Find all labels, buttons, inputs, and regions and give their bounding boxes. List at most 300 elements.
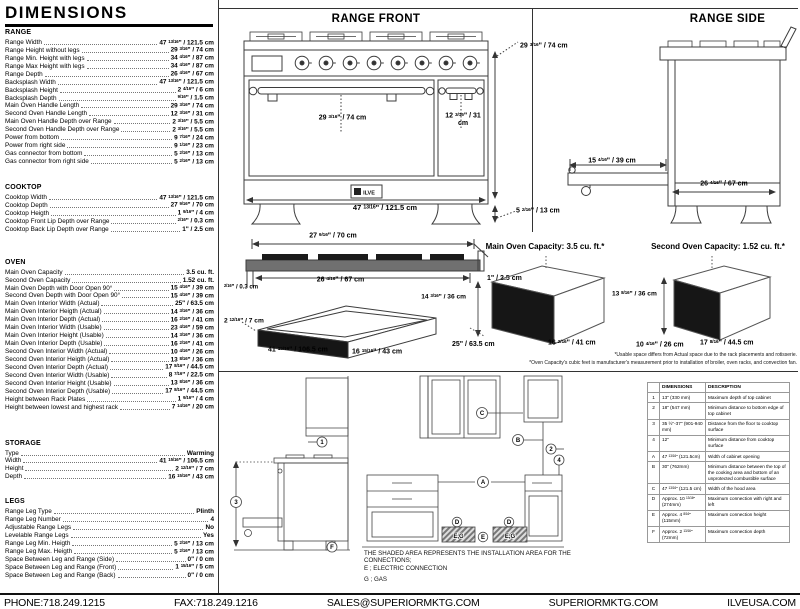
spec-label: Second Oven Interior Width (Actual) — [5, 348, 108, 355]
backsplash-icon — [781, 27, 796, 48]
range-side-icon — [278, 463, 348, 541]
spec-value: 29 $^{3/16}$" / 74 cm — [170, 102, 214, 110]
dotted-leader — [114, 385, 169, 386]
burner-caps-icon — [262, 254, 464, 260]
spec-label: Levelable Range Legs — [5, 532, 69, 540]
spec-label: Range Min. Height with legs — [5, 54, 85, 62]
display-window-icon — [252, 56, 282, 71]
dotted-leader — [72, 545, 172, 546]
dotted-leader — [61, 139, 172, 140]
section-title-legs: LEGS — [5, 498, 25, 506]
spec-label: Cooktop Width — [5, 193, 47, 201]
table-row — [648, 510, 790, 526]
spec-label: Cooktop Back Lip Depth over Range — [5, 225, 109, 233]
table-cell-dimension: 35 ½"-37" (901-940 mm) — [660, 419, 706, 435]
spec-label: Depth — [5, 473, 23, 481]
spec-value: 3.5 cu. ft. — [186, 268, 214, 276]
spec-label: Cooktop Front Lip Depth over Range — [5, 217, 110, 225]
spec-row — [5, 403, 214, 411]
cooktop-top-width-label: 27 $^{9/16}$" / 70 cm — [309, 232, 357, 240]
range-front-drawing — [230, 30, 520, 230]
svg-text:1: 1 — [320, 440, 324, 446]
front-leg-height-label: 5 $^{2/16}$" / 13 cm — [516, 207, 560, 215]
section-legs — [5, 498, 214, 578]
spec-value: 9 $^{7/16}$" / 24 cm — [174, 133, 214, 142]
table-cell-dimension: 30" (762mm) — [660, 462, 706, 484]
spec-value: 8 $^{7/16}$" / 22.5 cm — [168, 371, 214, 379]
spec-value: 2 $^{3/16}$" / 5.5 cm — [172, 117, 214, 126]
spec-label: Height between Rack Plates — [5, 395, 86, 403]
connection-box-label-right: E,G — [504, 534, 516, 540]
spec-label: Space Between Leg and Range (Front) — [5, 563, 117, 571]
callout-1 — [317, 437, 327, 447]
dotted-leader — [106, 337, 169, 338]
table-cell-dimension: 12" — [660, 435, 706, 451]
spec-row — [5, 225, 214, 233]
spec-label: Backsplash Height — [5, 86, 58, 94]
spec-label: Main Oven Depth with Door Open 90° — [5, 284, 113, 292]
dimensions-table — [647, 382, 790, 543]
spec-value: 47 $^{13/16}$" / 121.5 cm — [159, 78, 214, 86]
spec-label: Second Oven Interior Height (Usable) — [5, 379, 112, 387]
spec-label: Main Oven Handle Depth over Range — [5, 118, 112, 126]
svg-text:B: B — [515, 438, 521, 444]
warming-drawer-drawing — [240, 296, 460, 372]
spec-value: 14 $^{3/16}$" / 36 cm — [170, 331, 214, 340]
table-cell-id: C — [648, 484, 660, 494]
footer-contact-item: SALES@SUPERIORMKTG.COM — [326, 596, 480, 609]
dotted-leader — [91, 163, 172, 164]
spec-row — [5, 547, 214, 555]
spec-label: Range Leg Number — [5, 516, 61, 524]
dotted-leader — [118, 569, 173, 570]
footnote-oven-capacity: *Oven Capacity's cubic feet is manufacturer's measurement prior to installation of broiler, oven racks, and convection fan. — [529, 359, 797, 366]
spec-label: Gas connector from right side — [5, 158, 89, 165]
side-back-leg-icon — [741, 206, 771, 223]
cooktop-front-lip-label: $^{2/16}$" / 0.3 cm — [224, 283, 259, 291]
main-oven-box-drawing — [470, 256, 610, 350]
spec-label: Power from bottom — [5, 134, 59, 142]
spec-label: Range Depth — [5, 70, 43, 78]
footer-contact-item: ILVEUSA.COM — [727, 596, 796, 609]
main-oven-width-label: 25" / 63.5 cm — [452, 341, 495, 348]
spec-value: 16 $^{15/16}$" / 43 cm — [168, 472, 214, 481]
dotted-leader — [118, 577, 186, 578]
table-cell-id: A — [648, 452, 660, 462]
table-row — [648, 462, 790, 484]
table-cell-id: E — [648, 510, 660, 526]
dotted-leader — [109, 353, 168, 354]
spec-value: No — [205, 524, 214, 532]
spec-label: Main Oven Interior Heigth (Actual) — [5, 308, 102, 316]
spec-row — [5, 217, 214, 225]
spec-value: 47 $^{13/16}$" / 121.5 cm — [159, 193, 214, 201]
svg-text:2: 2 — [549, 447, 553, 453]
section-oven — [5, 259, 214, 411]
dotted-leader — [82, 52, 169, 53]
table-cell-dimension: 47 $^{13/16}$" (121.5 cm) — [660, 484, 706, 494]
front-height-label: 29 $^{3/16}$" / 74 cm — [520, 42, 568, 50]
table-cell-id: 2 — [648, 403, 660, 419]
table-row — [648, 419, 790, 435]
second-oven-capacity-title: Second Oven Capacity: 1.52 cu. ft.* — [651, 242, 785, 251]
dotted-leader — [49, 199, 157, 200]
dotted-leader — [122, 297, 168, 298]
spec-label: Height — [5, 465, 24, 473]
spec-row — [5, 571, 214, 579]
dotted-leader — [89, 115, 168, 116]
front-main-handle-label: 29 $^{3/16}$" / 74 cm — [318, 114, 367, 122]
side-grates-icon — [668, 41, 780, 47]
dotted-leader — [87, 60, 169, 61]
spec-value: 16 $^{2/16}$" / 41 cm — [170, 315, 214, 324]
range-front-title: RANGE FRONT — [331, 13, 421, 25]
spec-row — [5, 268, 214, 276]
spec-value: 5 $^{2/16}$" / 13 cm — [174, 547, 214, 555]
spec-value: 47 $^{13/16}$" / 121.5 cm — [159, 38, 214, 46]
spec-label: Type — [5, 449, 19, 457]
upper-cabinet-right-icon — [524, 376, 562, 422]
spec-value: 15 $^{4/16}$" / 39 cm — [170, 284, 214, 292]
table-cell-description: Minimum distance between the top of the cooking area and bottom of an unprotected combustible surface — [706, 462, 790, 484]
dotted-leader — [45, 76, 169, 77]
vertical-divider — [218, 0, 219, 593]
legend-electric: E ; ELECTRIC CONNECTION — [364, 565, 448, 572]
callout-c — [477, 408, 488, 419]
spec-label: Power from right side — [5, 142, 66, 150]
spec-value: 25" / 63.5 cm — [175, 300, 214, 308]
dotted-leader — [114, 290, 168, 291]
dotted-leader — [54, 513, 194, 514]
second-oven-handle-icon — [439, 88, 483, 100]
spec-value: 9 $^{1/16}$" / 23 cm — [174, 141, 214, 150]
footnote-usable-space: *Usable space differs from Actual space due to the rack placements and rotisserie. — [614, 352, 797, 358]
spec-value: 1 $^{9/16}$" / 4 cm — [177, 395, 214, 403]
table-row — [648, 393, 790, 403]
table-header-description: DESCRIPTION — [706, 383, 790, 393]
table-cell-description: Distance from the floor to cooktop surface — [706, 419, 790, 435]
spec-row — [5, 292, 214, 300]
spec-column — [5, 29, 214, 579]
table-cell-description: Minimum distance to bottom edge of top cabinet — [706, 403, 790, 419]
dotted-leader — [25, 470, 173, 471]
table-cell-description: Minimum distance from cooktop surface — [706, 435, 790, 451]
spec-value: 13 $^{8/16}$" / 36 cm — [170, 355, 214, 363]
table-cell-description: Maximum connection depth — [706, 527, 790, 543]
side-front-leg-icon — [671, 206, 701, 223]
second-oven-width-label: 10 $^{4/16}$" / 26 cm — [636, 341, 684, 349]
spec-label: Main Oven Interior Width (Actual) — [5, 300, 100, 308]
dotted-leader — [120, 409, 170, 410]
spec-value: 41 $^{15/16}$" / 106.5 cm — [159, 457, 214, 465]
spec-value: 2 $^{4/16}$" / 6 cm — [177, 86, 214, 94]
open-door-icon — [568, 173, 668, 185]
spec-value: Warming — [186, 449, 214, 457]
dotted-leader — [111, 377, 166, 378]
callout-f — [327, 542, 337, 552]
dotted-leader — [67, 147, 172, 148]
front-width-label: 47 $^{13/16}$" / 121.5 cm — [352, 203, 418, 212]
spec-label: Range Leg Max. Heigth — [5, 547, 73, 555]
dotted-leader — [111, 231, 180, 232]
spec-value: 0" / 0 cm — [187, 571, 214, 579]
table-cell-dimension: 47 $^{13/16}$" (121.5cm) — [660, 452, 706, 462]
spec-row — [5, 515, 214, 523]
spec-label: Second Oven Capacity — [5, 276, 71, 284]
spec-label: Space Between Leg and Range (Back) — [5, 571, 116, 579]
svg-text:A: A — [480, 480, 486, 486]
drawer-height-label: 2 $^{12/16}$" / 7 cm — [224, 317, 264, 325]
spec-value: 26 $^{4/16}$" / 67 cm — [170, 70, 214, 78]
spec-value: 17 $^{8/16}$" / 44.5 cm — [165, 387, 214, 395]
svg-text:C: C — [479, 411, 485, 417]
range-side-title: RANGE SIDE — [689, 13, 766, 25]
dotted-leader — [72, 282, 180, 283]
spec-label: Second Oven Handle Depth over Range — [5, 126, 120, 134]
svg-text:E: E — [480, 535, 486, 541]
callout-4 — [554, 455, 564, 465]
spec-value: 14 $^{3/16}$" / 36 cm — [170, 307, 214, 316]
table-row — [648, 403, 790, 419]
spec-label: Second Oven Depth with Door Open 90° — [5, 292, 121, 300]
spec-label: Main Oven Interior Width (Usable) — [5, 324, 102, 332]
installation-note: THE SHADED AREA REPRESENTS THE INSTALLATION AREA FOR THE CONNECTIONS; — [364, 550, 571, 564]
table-cell-id: F — [648, 527, 660, 543]
callout-d-right — [504, 517, 514, 527]
spec-label: Main Oven Handle Length — [5, 102, 80, 110]
dotted-leader — [59, 100, 176, 101]
dotted-leader — [102, 321, 168, 322]
spec-value: 34 $^{4/16}$" / 87 cm — [170, 54, 214, 62]
top-rule — [219, 8, 798, 9]
spec-value: 1.52 cu. ft. — [182, 276, 214, 284]
callout-a — [478, 477, 489, 488]
section-cooktop — [5, 184, 214, 233]
cooktop-back-lip-label: 1" / 2.5 cm — [487, 275, 522, 282]
spec-value: 10 $^{4/16}$" / 26 cm — [170, 347, 214, 355]
spec-label: Height between lowest and highest rack — [5, 403, 118, 411]
dotted-leader — [104, 345, 168, 346]
spec-value: 7 $^{14/16}$" / 20 cm — [171, 403, 214, 411]
spec-row — [5, 472, 214, 480]
table-cell-dimension: Approx. 4 $^{8/16}$" (115mm) — [660, 510, 706, 526]
section-range — [5, 29, 214, 165]
spec-value: $^{9/16}$" / 1.5 cm — [177, 94, 214, 102]
table-cell-description: Maximum connection with right and left — [706, 494, 790, 510]
spec-value: 12 $^{3/16}$" / 31 cm — [170, 109, 214, 118]
open-door-icon — [243, 518, 282, 527]
table-cell-description: Maximum depth of top cabinet — [706, 393, 790, 403]
dotted-leader — [58, 84, 158, 85]
installation-front-drawing — [362, 376, 564, 558]
spec-value: 1" / 2.5 cm — [182, 225, 214, 233]
table-cell-description: Maximum connection height — [706, 510, 790, 526]
dotted-leader — [112, 393, 163, 394]
section-title-storage: STORAGE — [5, 439, 41, 447]
dotted-leader — [111, 361, 168, 362]
table-cell-id: B — [648, 462, 660, 484]
dotted-leader — [24, 478, 166, 479]
installation-side-drawing — [226, 376, 362, 556]
callout-b — [513, 435, 524, 446]
spec-label: Range Max Height with legs — [5, 62, 85, 70]
section-title-cooktop: COOKTOP — [5, 184, 42, 191]
table-header-blank — [648, 383, 660, 393]
table-row — [648, 494, 790, 510]
base-cabinet-left-icon — [367, 475, 438, 541]
table-cell-description: Width of cabinet opening — [706, 452, 790, 462]
control-knobs-icon — [295, 56, 480, 70]
spec-value: 5 $^{2/16}$" / 13 cm — [174, 149, 214, 158]
table-cell-description: Width of the hood area — [706, 484, 790, 494]
spec-label: Cooktop Depth — [5, 201, 48, 209]
spec-value: 2 $^{3/16}$" / 5.5 cm — [172, 125, 214, 134]
spec-value: 15 $^{4/16}$" / 39 cm — [170, 292, 214, 300]
dotted-leader — [74, 553, 172, 554]
section-title-oven: OVEN — [5, 258, 26, 266]
spec-label: Gas connector from bottom — [5, 150, 83, 158]
spec-value: 0" / 0 cm — [187, 555, 214, 563]
table-cell-id: 1 — [648, 393, 660, 403]
side-depth-label: 26 $^{4/16}$" / 67 cm — [700, 180, 748, 188]
spec-value: $^{2/16}$" / 0.3 cm — [177, 217, 214, 225]
spec-value: Yes — [202, 532, 214, 540]
callout-e — [478, 532, 488, 542]
spec-label: Main Oven Capacity — [5, 268, 63, 276]
dotted-leader — [60, 92, 176, 93]
dotted-leader — [104, 313, 169, 314]
table-header-row — [648, 383, 790, 393]
spec-label: Backsplash Width — [5, 78, 56, 86]
spec-value: 17 $^{8/16}$" / 44.5 cm — [165, 363, 214, 371]
spec-value: 4 — [210, 516, 214, 524]
callout-d-left — [452, 517, 462, 527]
spec-row — [5, 523, 214, 531]
dotted-leader — [50, 207, 169, 208]
base-cabinet-right-icon — [525, 475, 562, 541]
spec-label: Second Oven Interior Depth (Actual) — [5, 363, 109, 371]
dotted-leader — [101, 305, 173, 306]
table-row — [648, 527, 790, 543]
spec-value: 16 $^{2/16}$" / 41 cm — [170, 339, 214, 348]
dotted-leader — [23, 462, 157, 463]
svg-text:4: 4 — [557, 458, 561, 464]
dotted-leader — [44, 44, 157, 45]
dotted-leader — [87, 401, 175, 402]
main-oven-capacity-title: Main Oven Capacity: 3.5 cu. ft.* — [485, 242, 605, 251]
footer — [0, 593, 800, 609]
section-title-range: RANGE — [5, 29, 32, 36]
spec-label: Range Height without legs — [5, 46, 80, 54]
drawer-depth-label: 16 $^{15/16}$" / 43 cm — [352, 348, 403, 356]
footer-contact-item: PHONE:718.249.1215 — [4, 596, 105, 609]
spec-value: 5 $^{2/16}$" / 13 cm — [174, 157, 214, 165]
section-storage — [5, 440, 214, 481]
front-second-handle-label: 12 $^{3/16}$" / 31 cm — [445, 112, 481, 128]
spec-value: 1 $^{15/16}$" / 5 cm — [175, 563, 214, 571]
main-oven-height-label: 14 $^{3/16}$" / 36 cm — [421, 293, 466, 301]
side-door-open-label: 15 $^{4/16}$" / 39 cm — [588, 157, 636, 165]
dotted-leader — [84, 155, 172, 156]
spec-value: 5 $^{2/16}$" / 13 cm — [174, 539, 214, 547]
caster-icon — [582, 187, 591, 196]
table-row — [648, 435, 790, 451]
spec-row — [5, 507, 214, 515]
svg-text:D: D — [454, 520, 460, 526]
spec-label: Range Width — [5, 38, 42, 46]
dotted-leader — [81, 107, 168, 108]
table-cell-dimension: 18" (547 mm) — [660, 403, 706, 419]
table-cell-dimension: Approx. 2 $^{13/16}$" (72mm) — [660, 527, 706, 543]
spec-value: 1 $^{9/16}$" / 4 cm — [177, 209, 214, 217]
table-cell-dimension: Approx. 10 $^{13/16}$" (274mm) — [660, 494, 706, 510]
table-cell-id: 3 — [648, 419, 660, 435]
spec-label: Main Oven Interior Depth (Actual) — [5, 316, 101, 324]
spec-label: Range Leg Type — [5, 508, 52, 516]
spec-value: 2 $^{12/16}$" / 7 cm — [175, 464, 214, 473]
second-oven-box-drawing — [612, 256, 782, 350]
spec-label: Main Oven Interior Height (Usable) — [5, 332, 104, 340]
table-cell-id: 4 — [648, 435, 660, 451]
table-header-dimensions: DIMENSIONS — [660, 383, 706, 393]
table-row — [648, 484, 790, 494]
range-side-drawing — [560, 25, 798, 237]
wall-cabinet-icon — [306, 378, 348, 436]
table-row — [648, 452, 790, 462]
second-oven-height-label: 13 $^{8/16}$" / 36 cm — [612, 290, 657, 298]
ilve-badge-text: ILVE — [363, 190, 375, 197]
spec-label: Main Oven Interior Depth (Usable) — [5, 340, 103, 348]
dotted-leader — [104, 329, 169, 330]
table-cell-id: D — [648, 494, 660, 510]
dotted-leader — [51, 215, 176, 216]
spec-label: Backsplash Depth — [5, 94, 57, 102]
spec-label: Second Oven Interior Width (Usable) — [5, 371, 110, 379]
spec-value: 34 $^{4/16}$" / 87 cm — [170, 62, 214, 70]
svg-text:F: F — [330, 545, 334, 551]
spec-value: 29 $^{3/16}$" / 74 cm — [170, 46, 214, 54]
page-title: DIMENSIONS — [5, 3, 213, 27]
spec-label: Second Oven Handle Length — [5, 110, 88, 118]
front-left-leg-icon — [252, 204, 300, 224]
callout-2 — [546, 444, 556, 454]
spec-row — [5, 157, 214, 165]
second-oven-depth-label: 17 $^{8/16}$" / 44.5 cm — [700, 339, 754, 347]
dotted-leader — [65, 274, 185, 275]
dotted-leader — [121, 131, 170, 132]
dotted-leader — [114, 123, 171, 124]
spec-label: Adjustable Range Legs — [5, 524, 72, 532]
dotted-leader — [110, 369, 163, 370]
spec-row — [5, 563, 214, 571]
spec-label: Second Oven Interior Depth (Usable) — [5, 387, 111, 395]
dotted-leader — [111, 223, 175, 224]
spec-label: Second Oven Interior Heigth (Actual) — [5, 355, 110, 363]
svg-text:3: 3 — [234, 500, 238, 506]
callout-3 — [231, 497, 242, 508]
footer-contact-item: FAX:718.249.1216 — [173, 596, 258, 609]
dotted-leader — [63, 521, 209, 522]
svg-text:D: D — [506, 520, 512, 526]
table-cell-dimension: 13" (330 mm) — [660, 393, 706, 403]
spec-value: 27 $^{9/16}$" / 70 cm — [170, 201, 214, 209]
spec-label: Range Leg Min. Heigth — [5, 540, 71, 547]
spec-label: Cooktop Heigth — [5, 209, 50, 217]
footer-contact-item: SUPERIORMKTG.COM — [548, 596, 659, 609]
burner-grates-icon — [250, 32, 482, 41]
spec-value: 23 $^{4/16}$" / 59 cm — [170, 323, 214, 332]
spec-label: Space Between Leg and Range (Side) — [5, 555, 115, 563]
